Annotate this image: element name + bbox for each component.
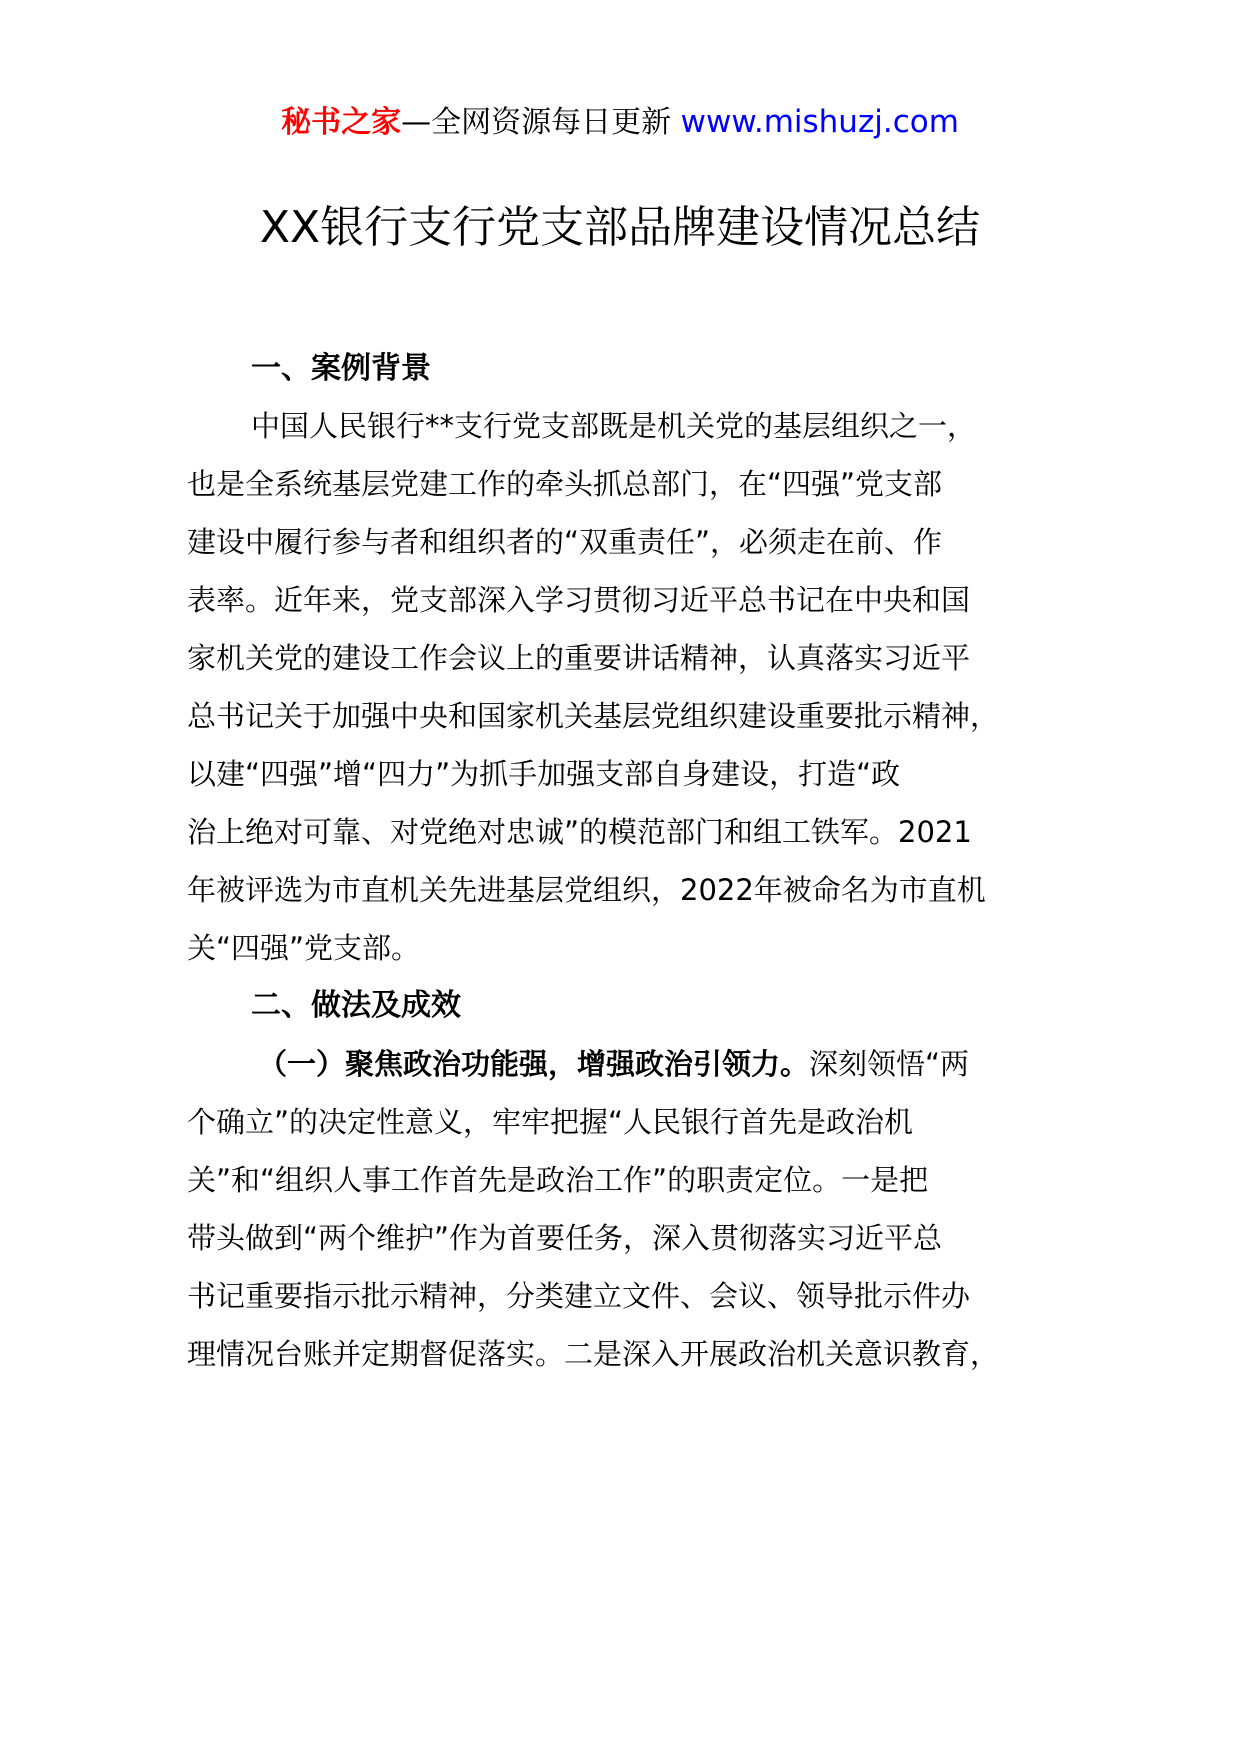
paragraph-line: 治上绝对可靠、对党绝对忠诚”的模范部门和组工铁军。2021 xyxy=(187,815,972,849)
paragraph-line: 关”和“组织人事工作首先是政治工作”的职责定位。一是把 xyxy=(187,1163,929,1197)
paragraph-line: 以建“四强”增“四力”为抓手加强支部自身建设，打造“政 xyxy=(187,757,901,791)
paragraph-line: 总书记关于加强中央和国家机关基层党组织建设重要批示精神， xyxy=(187,699,1000,733)
site-tagline: —全网资源每日更新 xyxy=(401,105,672,140)
section-heading-background: 一、案例背景 xyxy=(251,351,431,386)
paragraph-line: 也是全系统基层党建工作的牵头抓总部门，在“四强”党支部 xyxy=(187,467,943,501)
paragraph-line: 个确立”的决定性意义，牢牢把握“人民银行首先是政治机 xyxy=(187,1105,914,1139)
paragraph-line: 书记重要指示批示精神，分类建立文件、会议、领导批示件办 xyxy=(187,1279,971,1313)
paragraph-line: 家机关党的建设工作会议上的重要讲话精神，认真落实习近平 xyxy=(187,641,971,675)
paragraph-line: 中国人民银行**支行党支部既是机关党的基层组织之一， xyxy=(251,409,977,443)
paragraph-line: 带头做到“两个维护”作为首要任务，深入贯彻落实习近平总 xyxy=(187,1221,943,1255)
subsection-heading: （一）聚焦政治功能强，增强政治引领力。 xyxy=(258,1047,810,1081)
brand-name: 秘书之家 xyxy=(281,105,402,140)
subsection-first-line xyxy=(258,1044,969,1084)
site-url-link[interactable]: www.mishuzj.com xyxy=(680,104,959,140)
paragraph-line: 年被评选为市直机关先进基层党组织，2022年被命名为市直机 xyxy=(187,873,986,907)
paragraph-text: 深刻领悟“两 xyxy=(809,1047,970,1081)
paragraph-line: 关“四强”党支部。 xyxy=(187,931,421,965)
paragraph-line: 表率。近年来，党支部深入学习贯彻习近平总书记在中央和国 xyxy=(187,583,971,617)
paragraph-line: 建设中履行参与者和组织者的“双重责任”，必须走在前、作 xyxy=(187,525,943,559)
section-heading-practices: 二、做法及成效 xyxy=(251,988,461,1023)
site-header xyxy=(0,102,1240,143)
document-title: XX银行支行党支部品牌建设情况总结 xyxy=(259,202,981,253)
paragraph-line: 理情况台账并定期督促落实。二是深入开展政治机关意识教育， xyxy=(187,1337,1000,1371)
